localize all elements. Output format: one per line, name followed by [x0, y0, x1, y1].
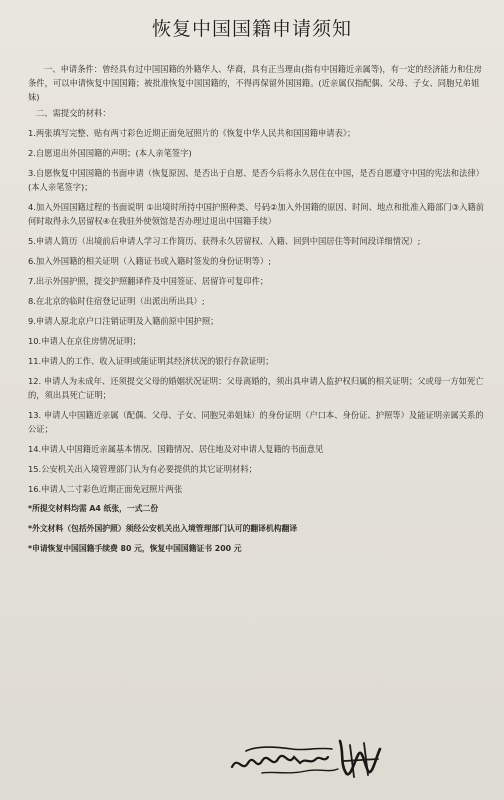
- list-item: 5.申请人简历（出境前后申请人学习工作简历、获得永久居留权、入籍、回到中国居住等时间段详细情况）;: [28, 236, 421, 246]
- list-item: 6.加入外国籍的相关证明（入籍证书或入籍时签发的身份证明等）;: [28, 256, 272, 266]
- list-item: 3.自愿恢复中国国籍的书面申请（恢复原因、是否出于自愿、是否今后将永久居住在中国，是否自愿遵守中国的宪法和法律）(本人亲笔签字)；: [28, 168, 484, 192]
- list-item: 14.申请人中国籍近亲属基本情况、国籍情况、居住地及对申请人复籍的书面意见: [28, 444, 324, 454]
- section-2-heading: 二、需提交的材料：: [36, 108, 111, 118]
- list-item: 8.在北京的临时住宿登记证明（出派出所出具）;: [28, 296, 205, 306]
- document-body: [28, 62, 484, 556]
- list-item: 7.出示外国护照，提交护照翻译件及中国签证、居留许可复印件；: [28, 276, 269, 286]
- list-item: 4.加入外国国籍过程的书面说明 ①出境时所持中国护照种类、号码②加入外国籍的原因、时间、地点和批准入籍部门③入籍前何时取得永久居留权④在我驻外使领馆是否办理过退出中国籍手续）: [28, 202, 485, 226]
- handwritten-signature: [228, 733, 388, 781]
- list-item: 11.申请人的工作、收入证明或能证明其经济状况的银行存款证明；: [28, 356, 274, 366]
- document-title: 恢复中国国籍申请须知: [151, 18, 352, 40]
- list-item: 2.自愿退出外国国籍的声明；(本人亲笔签字): [28, 148, 192, 158]
- list-item: 13. 申请人中国籍近亲属（配偶、父母、子女、同胞兄弟姐妹）的身份证明（户口本、身份证、护照等）及能证明亲属关系的公证；: [28, 410, 484, 434]
- list-item: 10.申请人在京住房情况证明；: [28, 336, 141, 346]
- list-item: 9.申请人原北京户口注销证明及入籍前原中国护照；: [28, 316, 219, 326]
- list-item: 12. 申请人为未成年、还须提交父母的婚姻状况证明：父母离婚的，须出具申请人监护权归属的相关证明；父或母一方如死亡的，须出具死亡证明；: [28, 376, 484, 400]
- list-item: 1.两张填写完整、贴有两寸彩色近期正面免冠照片的《恢复中华人民共和国国籍申请表》；: [28, 128, 356, 138]
- list-item: 16.申请人二寸彩色近期正面免冠照片两张: [28, 484, 183, 494]
- note-fees: *申请恢复中国国籍手续费 80 元，恢复中国国籍证书 200 元: [28, 544, 242, 553]
- list-item: 15.公安机关出入境管理部门认为有必要提供的其它证明材料；: [28, 464, 257, 474]
- section-1-conditions: 一、申请条件：曾经具有过中国国籍的外籍华人、华裔，具有正当理由(指有中国籍近亲属等)，有一定的经济能力和住房条件，可以申请恢复中国国籍；被批准恢复中国国籍的，不得再保留外国国籍。(近亲属仅指配偶、父母、子女、同胞兄弟姐妹): [28, 64, 482, 102]
- note-paper-size: *所提交材料均需 A4 纸张，一式二份: [28, 504, 159, 513]
- note-translation: *外文材料（包括外国护照）须经公安机关出入境管理部门认可的翻译机构翻译: [28, 524, 298, 533]
